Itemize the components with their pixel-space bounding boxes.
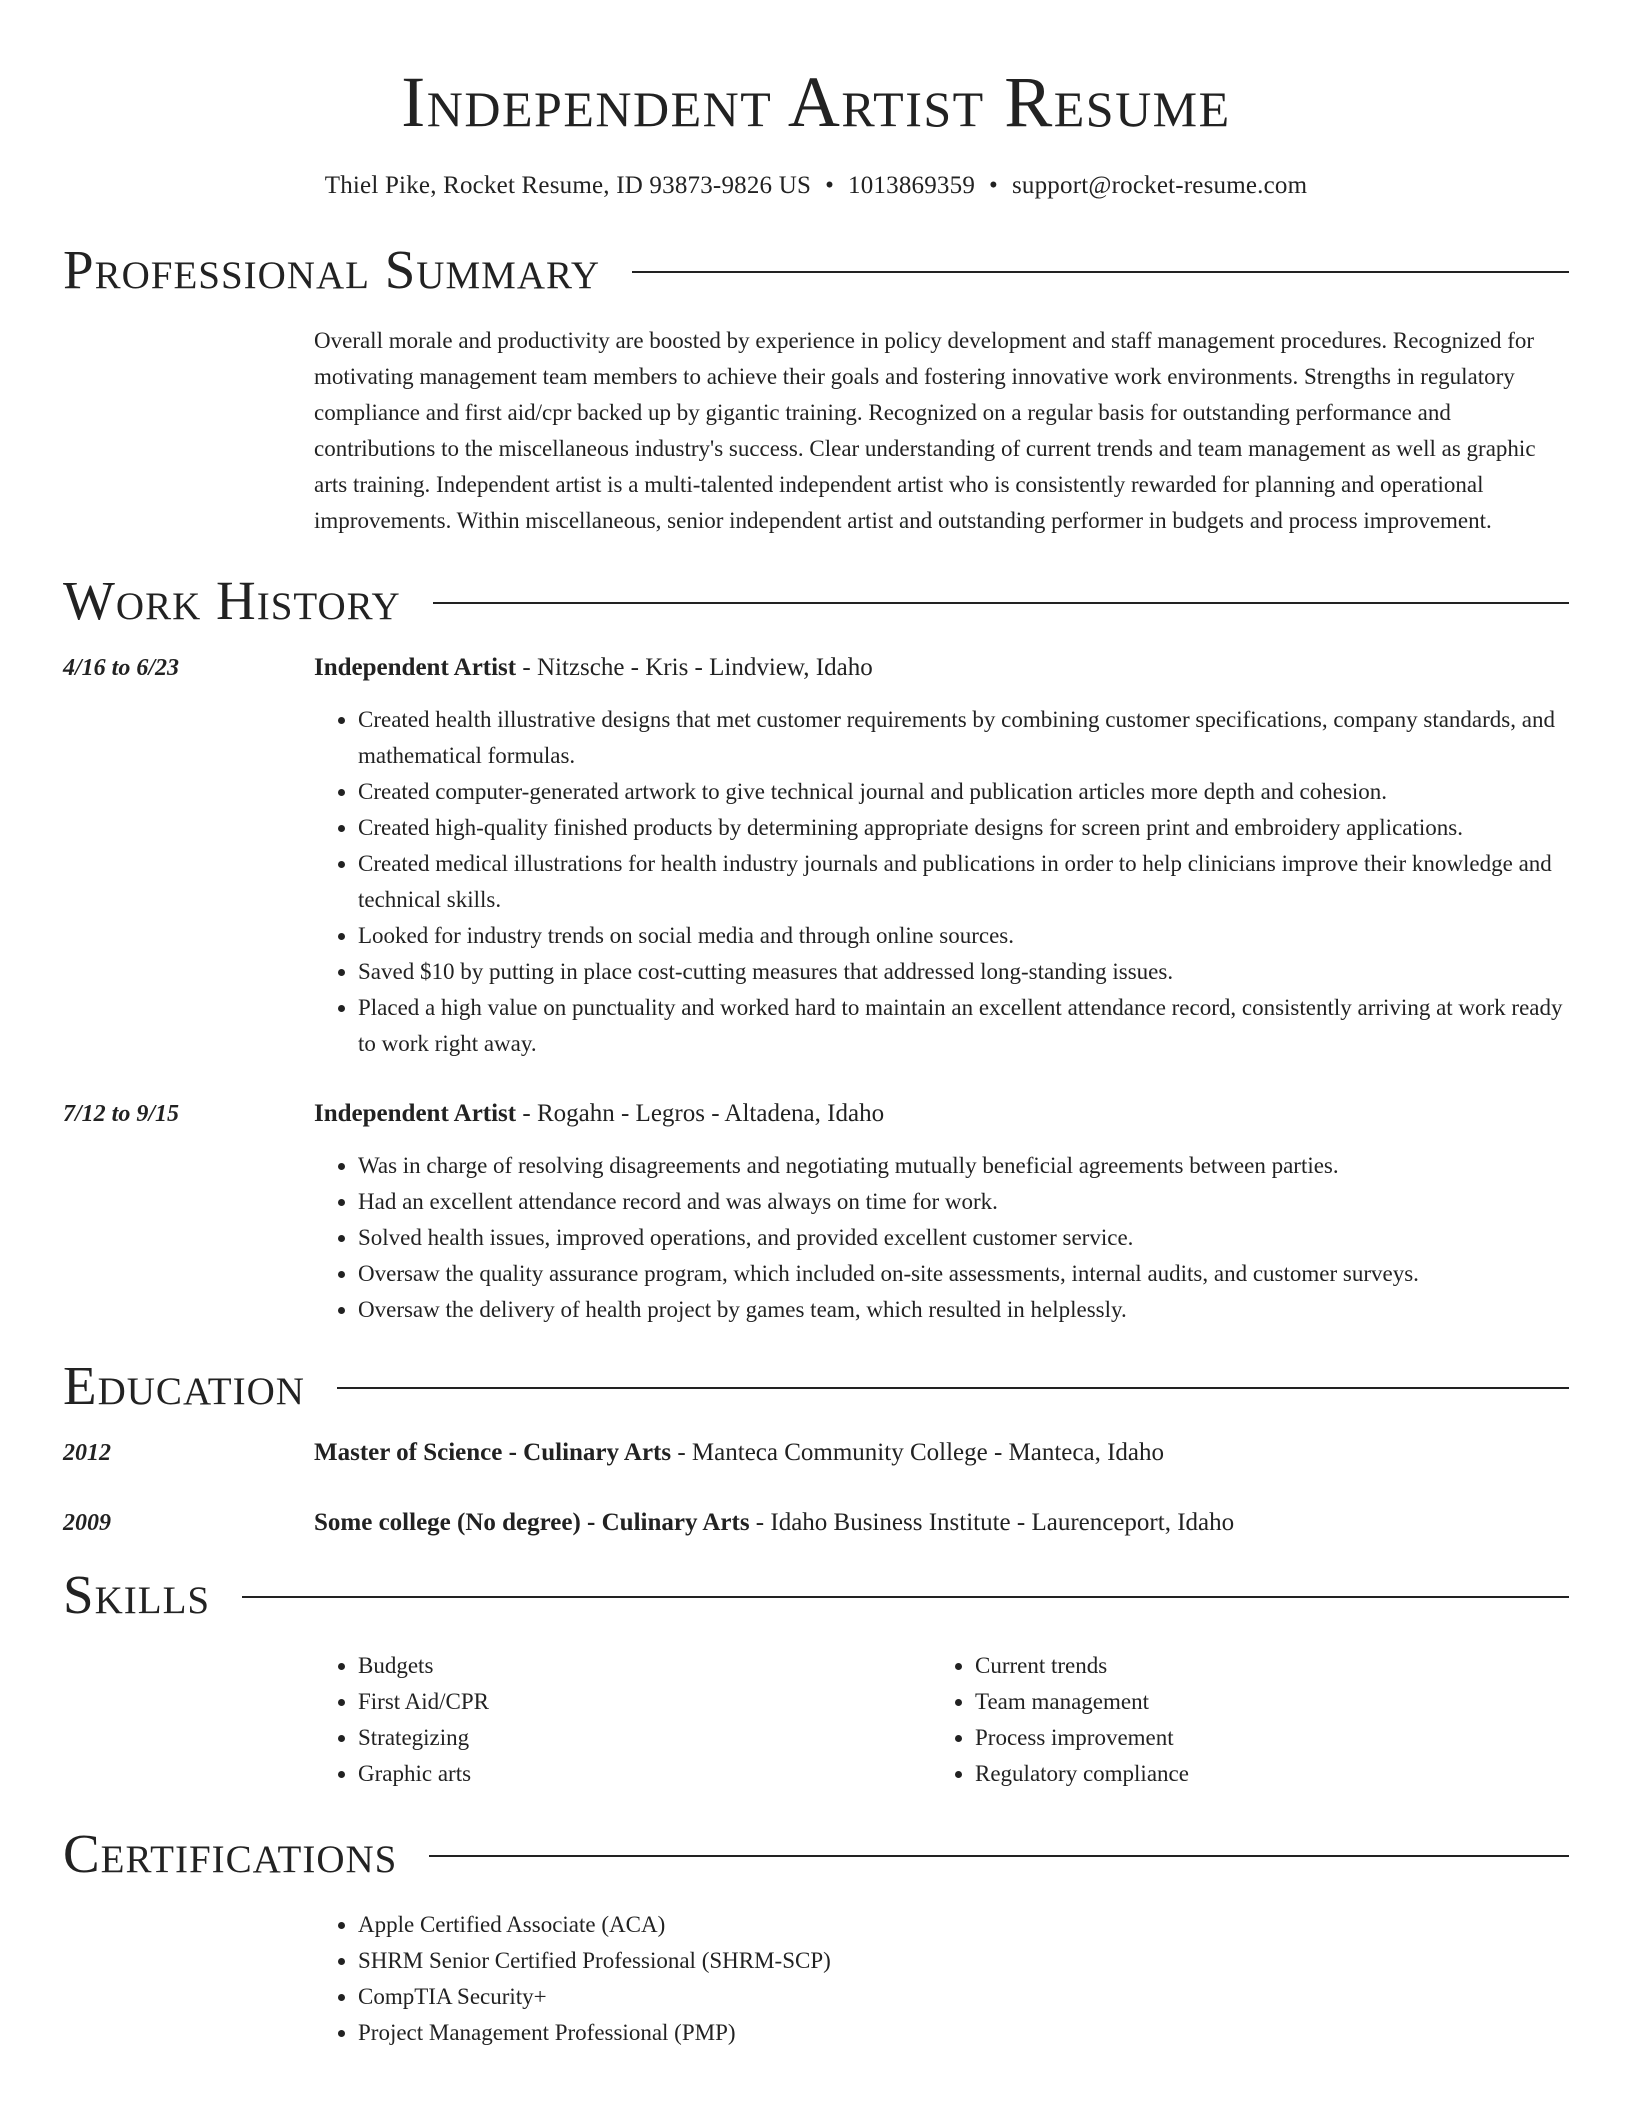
contact-separator: •: [825, 172, 835, 199]
section-divider: [433, 602, 1569, 604]
contact-phone: 1013869359: [848, 172, 976, 199]
contact-email: support@rocket-resume.com: [1011, 172, 1308, 199]
skill-item: • Budgets: [358, 1648, 931, 1684]
section-professional-summary: [63, 239, 1569, 300]
job-bullet: • Placed a high value on punctuality and worked hard to maintain an excellent attendance record, consistently arriving at work ready to work right away.: [358, 990, 1569, 1062]
education-year: 2009: [63, 1510, 111, 1536]
job-bullet: • Solved health issues, improved operations, and provided excellent customer service.: [358, 1220, 1569, 1256]
job-bullet: • Created health illustrative designs that met customer requirements by combining customer specifications, company standards, and mathematical formulas.: [358, 702, 1569, 774]
education-entry: [63, 1435, 1569, 1471]
job-title-line: [314, 650, 1569, 686]
job-bullet: • Was in charge of resolving disagreements and negotiating mutually beneficial agreements between parties.: [358, 1148, 1569, 1184]
skills-column-left: [314, 1648, 931, 1792]
contact-address: Thiel Pike, Rocket Resume, ID 93873-9826 US: [324, 172, 812, 199]
job-body: [314, 1096, 1569, 1328]
skill-item: • Process improvement: [975, 1720, 1548, 1756]
skills-grid: [314, 1648, 1569, 1792]
education-degree: Master of Science - Culinary Arts: [314, 1439, 672, 1466]
job-dates: 7/12 to 9/15: [63, 1101, 180, 1127]
section-heading-work: Work History: [63, 570, 401, 631]
contact-separator: •: [989, 172, 998, 199]
section-divider: [632, 271, 1569, 273]
job-bullet: • Looked for industry trends on social media and through online sources.: [358, 918, 1569, 954]
resume-title: Independent Artist Resume: [401, 62, 1231, 142]
education-degree: Some college (No degree) - Culinary Arts: [314, 1509, 750, 1536]
certification-item: • SHRM Senior Certified Professional (SHRM-SCP): [358, 1943, 1569, 1979]
job-bullet: • Had an excellent attendance record and was always on time for work.: [358, 1184, 1569, 1220]
education-entry: [63, 1505, 1569, 1541]
certifications-list: [314, 1907, 1569, 2051]
job-body: [314, 650, 1569, 1062]
contact-line: [63, 172, 1569, 200]
skill-item: • Strategizing: [358, 1720, 931, 1756]
section-heading-skills: Skills: [63, 1564, 211, 1625]
job-details: - Nitzsche - Kris - Lindview, Idaho: [516, 654, 873, 681]
education-details: - Idaho Business Institute - Laurenceport, Idaho: [749, 1509, 1235, 1536]
skill-item: • Graphic arts: [358, 1756, 931, 1792]
education-line: [314, 1505, 1234, 1541]
summary-text: Overall morale and productivity are boosted by experience in policy development and staff management procedures. Recognized for motivating management team members to achieve their goals and fostering innovative work environments. Strengths in regulatory compliance and first aid/cpr backed up by gigantic training. Recognized on a regular basis for outstanding performance and contributions to the miscellaneous industry's success. Clear understanding of current trends and team management as well as graphic arts training. Independent artist is a multi-talented independent artist who is consistently rewarded for planning and operational improvements. Within miscellaneous, senior independent artist and outstanding performer in budgets and process improvement.: [314, 328, 1536, 533]
job-bullet: • Oversaw the quality assurance program, which included on-site assessments, internal audits, and customer surveys.: [358, 1256, 1569, 1292]
skill-item: • Current trends: [975, 1648, 1548, 1684]
certification-item: • CompTIA Security+: [358, 1979, 1569, 2015]
certification-item: • Apple Certified Associate (ACA): [358, 1907, 1569, 1943]
skill-item: • Regulatory compliance: [975, 1756, 1548, 1792]
certification-item: • Project Management Professional (PMP): [358, 2015, 1569, 2051]
job-bullets: [314, 1148, 1569, 1328]
job-details: - Rogahn - Legros - Altadena, Idaho: [516, 1100, 885, 1127]
education-year: 2012: [63, 1440, 111, 1466]
job-bullet: • Created medical illustrations for health industry journals and publications in order to help clinicians improve their knowledge and technical skills.: [358, 846, 1569, 918]
section-education: [63, 1355, 1569, 1416]
section-heading-summary: Professional Summary: [63, 239, 601, 300]
job-bullet: • Saved $10 by putting in place cost-cutting measures that addressed long-standing issues.: [358, 954, 1569, 990]
job-title-line: [314, 1096, 1569, 1132]
section-certifications: [63, 1823, 1569, 1884]
job-bullet: • Created computer-generated artwork to give technical journal and publication articles more depth and cohesion.: [358, 774, 1569, 810]
job-title: Independent Artist: [314, 1100, 517, 1127]
job-entry: [63, 650, 1569, 1062]
job-bullet: • Oversaw the delivery of health project by games team, which resulted in helplessly.: [358, 1292, 1569, 1328]
skill-item: • First Aid/CPR: [358, 1684, 931, 1720]
job-title: Independent Artist: [314, 654, 517, 681]
job-entry: [63, 1096, 1569, 1328]
education-details: - Manteca Community College - Manteca, Idaho: [671, 1439, 1165, 1466]
certifications-items: [314, 1907, 1569, 2051]
education-line: [314, 1435, 1164, 1471]
section-divider: [429, 1855, 1569, 1857]
section-heading-certifications: Certifications: [63, 1823, 398, 1884]
section-divider: [337, 1387, 1569, 1389]
job-bullets: [314, 702, 1569, 1062]
section-skills: [63, 1564, 1569, 1625]
section-work-history: [63, 570, 1569, 631]
job-dates: 4/16 to 6/23: [63, 655, 180, 681]
skill-item: • Team management: [975, 1684, 1548, 1720]
skills-column-right: [931, 1648, 1548, 1792]
section-divider: [242, 1596, 1569, 1598]
section-heading-education: Education: [63, 1355, 305, 1416]
job-bullet: • Created high-quality finished products by determining appropriate designs for screen print and embroidery applications.: [358, 810, 1569, 846]
